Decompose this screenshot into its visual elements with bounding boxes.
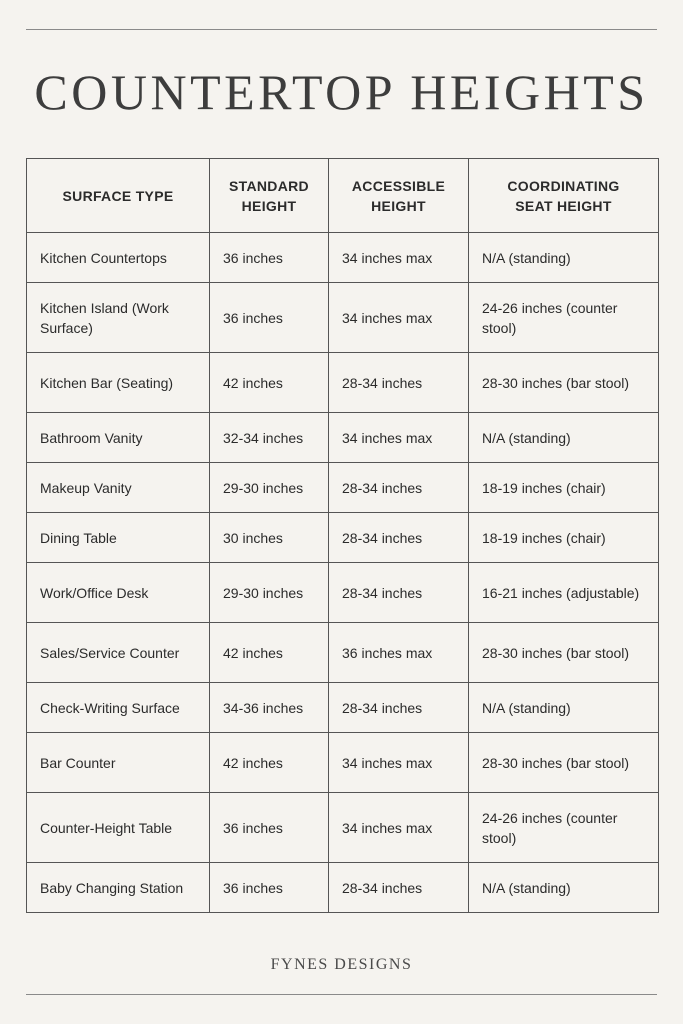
- cell-accessible-height: 28-34 inches: [329, 513, 469, 563]
- header-line: STANDARD: [229, 177, 309, 194]
- table-row: [27, 413, 659, 463]
- cell-seat-height: 24-26 inches (counter stool): [469, 283, 659, 353]
- table-header-row: [27, 159, 659, 233]
- table-row: [27, 563, 659, 623]
- cell-surface-type: Makeup Vanity: [27, 463, 210, 513]
- table-row: [27, 863, 659, 913]
- bottom-divider: [26, 994, 657, 995]
- table-row: [27, 623, 659, 683]
- header-coordinating-seat-height: [469, 159, 659, 233]
- table-row: [27, 463, 659, 513]
- cell-accessible-height: 34 inches max: [329, 283, 469, 353]
- cell-surface-type: Work/Office Desk: [27, 563, 210, 623]
- header-line: COORDINATING: [507, 177, 620, 194]
- cell-standard-height: 29-30 inches: [210, 563, 329, 623]
- cell-surface-type: Sales/Service Counter: [27, 623, 210, 683]
- cell-standard-height: 42 inches: [210, 353, 329, 413]
- cell-seat-height: 24-26 inches (counter stool): [469, 793, 659, 863]
- cell-seat-height: 28-30 inches (bar stool): [469, 623, 659, 683]
- table-row: [27, 733, 659, 793]
- page-title: COUNTERTOP HEIGHTS: [34, 64, 649, 120]
- table-row: [27, 283, 659, 353]
- header-line: ACCESSIBLE: [351, 177, 446, 194]
- cell-accessible-height: 36 inches max: [329, 623, 469, 683]
- cell-seat-height: N/A (standing): [469, 233, 659, 283]
- cell-standard-height: 36 inches: [210, 793, 329, 863]
- cell-surface-type: Baby Changing Station: [27, 863, 210, 913]
- header-line: HEIGHT: [371, 197, 426, 214]
- cell-accessible-height: 34 inches max: [329, 733, 469, 793]
- cell-seat-height: 16-21 inches (adjustable): [469, 563, 659, 623]
- cell-accessible-height: 34 inches max: [329, 793, 469, 863]
- cell-accessible-height: 34 inches max: [329, 413, 469, 463]
- cell-surface-type: Kitchen Island (Work Surface): [27, 283, 210, 353]
- header-accessible-height: [329, 159, 469, 233]
- cell-accessible-height: 28-34 inches: [329, 463, 469, 513]
- table-row: [27, 233, 659, 283]
- cell-accessible-height: 34 inches max: [329, 233, 469, 283]
- cell-seat-height: 28-30 inches (bar stool): [469, 733, 659, 793]
- cell-standard-height: 36 inches: [210, 283, 329, 353]
- cell-standard-height: 32-34 inches: [210, 413, 329, 463]
- cell-seat-height: 18-19 inches (chair): [469, 463, 659, 513]
- cell-standard-height: 29-30 inches: [210, 463, 329, 513]
- cell-standard-height: 30 inches: [210, 513, 329, 563]
- header-line: HEIGHT: [241, 197, 297, 214]
- table-row: [27, 513, 659, 563]
- cell-standard-height: 36 inches: [210, 863, 329, 913]
- table-row: [27, 793, 659, 863]
- top-divider: [26, 29, 657, 30]
- cell-standard-height: 42 inches: [210, 733, 329, 793]
- cell-standard-height: 42 inches: [210, 623, 329, 683]
- header-line: SURFACE TYPE: [62, 187, 174, 204]
- table-row: [27, 683, 659, 733]
- cell-surface-type: Kitchen Bar (Seating): [27, 353, 210, 413]
- countertop-heights-table: [26, 158, 659, 913]
- cell-standard-height: 36 inches: [210, 233, 329, 283]
- cell-surface-type: Counter-Height Table: [27, 793, 210, 863]
- cell-surface-type: Bathroom Vanity: [27, 413, 210, 463]
- cell-accessible-height: 28-34 inches: [329, 863, 469, 913]
- cell-seat-height: 28-30 inches (bar stool): [469, 353, 659, 413]
- cell-seat-height: N/A (standing): [469, 863, 659, 913]
- cell-standard-height: 34-36 inches: [210, 683, 329, 733]
- cell-accessible-height: 28-34 inches: [329, 353, 469, 413]
- table-row: [27, 353, 659, 413]
- cell-surface-type: Kitchen Countertops: [27, 233, 210, 283]
- header-surface-type: [27, 159, 210, 233]
- cell-seat-height: N/A (standing): [469, 413, 659, 463]
- cell-surface-type: Dining Table: [27, 513, 210, 563]
- cell-surface-type: Bar Counter: [27, 733, 210, 793]
- cell-surface-type: Check-Writing Surface: [27, 683, 210, 733]
- header-standard-height: [210, 159, 329, 233]
- cell-accessible-height: 28-34 inches: [329, 563, 469, 623]
- cell-seat-height: N/A (standing): [469, 683, 659, 733]
- brand-footer: FYNES DESIGNS: [270, 956, 413, 973]
- cell-seat-height: 18-19 inches (chair): [469, 513, 659, 563]
- cell-accessible-height: 28-34 inches: [329, 683, 469, 733]
- header-line: SEAT HEIGHT: [515, 197, 612, 214]
